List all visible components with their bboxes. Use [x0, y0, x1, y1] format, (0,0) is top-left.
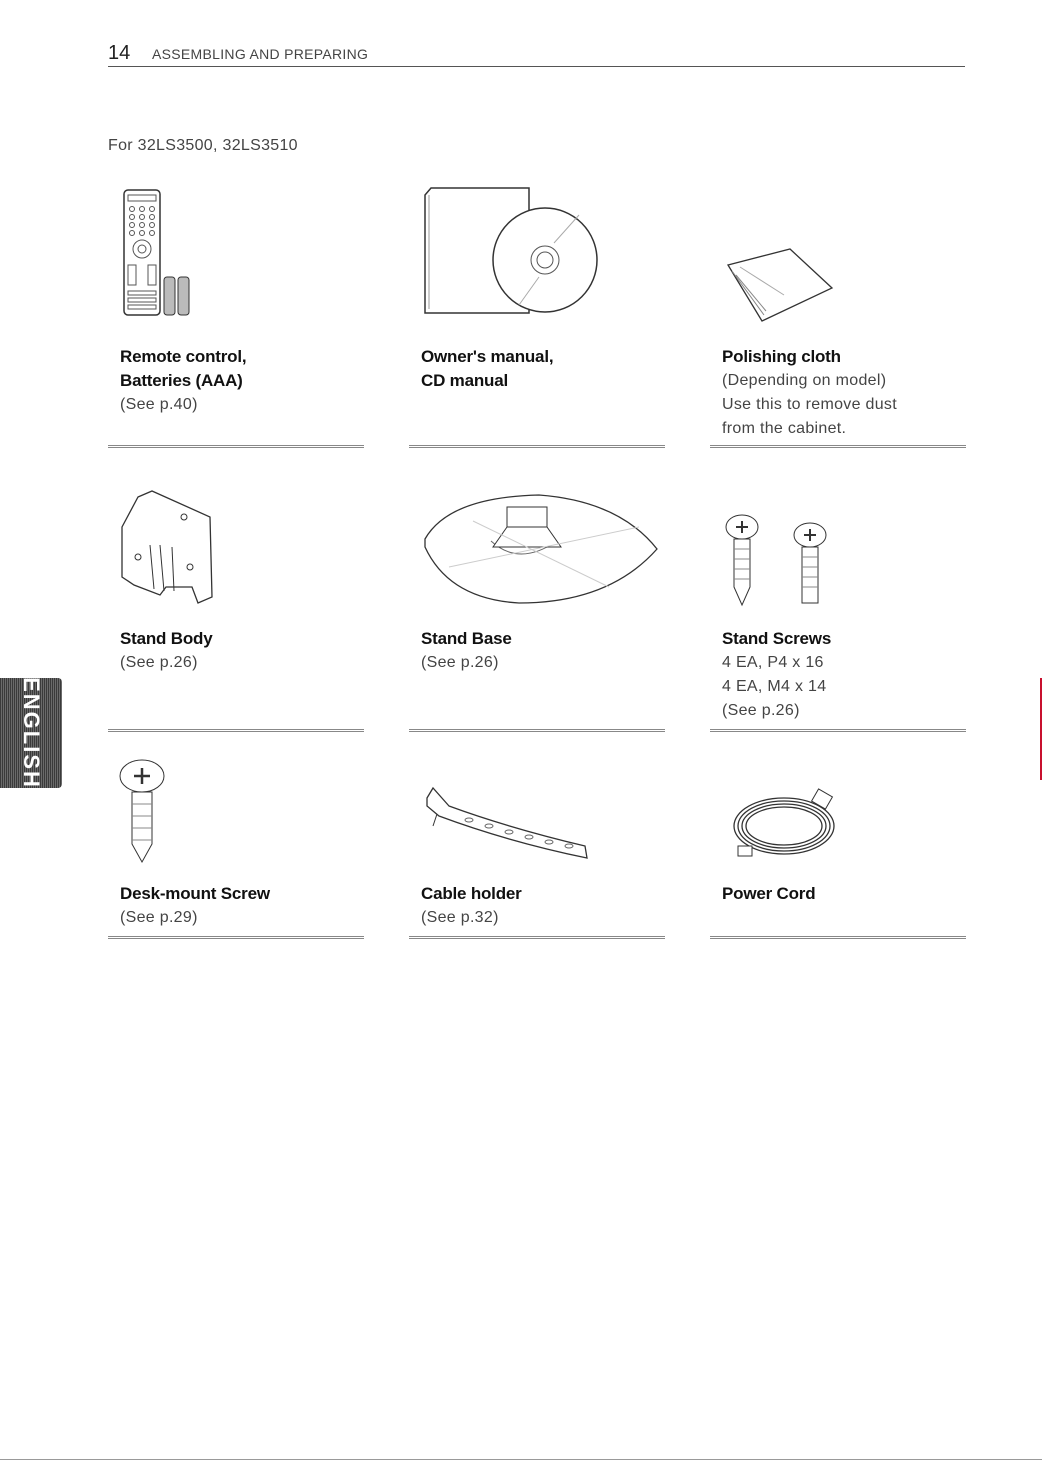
item-name: Stand Base	[421, 629, 512, 648]
divider	[710, 936, 966, 939]
power-cord-icon	[710, 758, 966, 873]
item-desc: (See p.29)	[120, 909, 198, 926]
page-bottom-line	[0, 1459, 1042, 1460]
divider	[108, 445, 364, 448]
section-title: ASSEMBLING AND PREPARING	[152, 46, 369, 62]
page-header	[108, 40, 965, 67]
item-name: Cable holder	[421, 884, 522, 903]
item-desc: 4 EA, P4 x 16	[722, 654, 824, 671]
item-desc: (See p.26)	[120, 654, 198, 671]
item-desc: (See p.40)	[120, 396, 198, 413]
polishing-cloth-icon	[710, 185, 966, 325]
remote-control-batteries-icon	[108, 185, 364, 325]
item-desc: Use this to remove dust	[722, 396, 897, 413]
item-name-line2: Batteries (AAA)	[120, 371, 243, 390]
divider	[409, 445, 665, 448]
cable-holder-icon	[409, 758, 665, 873]
item-name: Power Cord	[722, 884, 816, 903]
item-text	[120, 627, 212, 675]
divider	[108, 729, 364, 732]
item-name-line2: CD manual	[421, 371, 508, 390]
stand-base-icon	[409, 487, 665, 617]
item-desc: (See p.26)	[421, 654, 499, 671]
item-name: Remote control,	[120, 347, 247, 366]
manual-cd-icon	[409, 185, 665, 325]
item-text	[421, 882, 522, 930]
item-text	[120, 345, 246, 417]
item-desc: 4 EA, M4 x 14	[722, 678, 827, 695]
item-desc: (See p.26)	[722, 702, 800, 719]
page-number: 14	[108, 42, 131, 64]
item-desc: (See p.32)	[421, 909, 499, 926]
item-name: Owner's manual,	[421, 347, 554, 366]
item-text	[722, 882, 815, 906]
item-text	[421, 345, 553, 393]
divider	[710, 445, 966, 448]
language-tab-label: ENGLISH	[19, 677, 44, 789]
divider	[409, 936, 665, 939]
divider	[108, 936, 364, 939]
divider	[710, 729, 966, 732]
item-name: Stand Body	[120, 629, 213, 648]
desk-mount-screw-icon	[108, 758, 364, 873]
item-name: Desk-mount Screw	[120, 884, 270, 903]
language-tab	[0, 678, 62, 788]
item-name: Polishing cloth	[722, 347, 841, 366]
item-desc: (Depending on model)	[722, 372, 887, 389]
divider	[409, 729, 665, 732]
stand-body-icon	[108, 487, 364, 617]
stand-screws-icon	[710, 487, 966, 617]
item-text	[722, 345, 897, 441]
item-text	[722, 627, 831, 723]
model-list: For 32LS3500, 32LS3510	[108, 137, 298, 154]
item-text	[421, 627, 512, 675]
item-name: Stand Screws	[722, 629, 832, 648]
item-desc: from the cabinet.	[722, 420, 847, 437]
item-text	[120, 882, 270, 930]
